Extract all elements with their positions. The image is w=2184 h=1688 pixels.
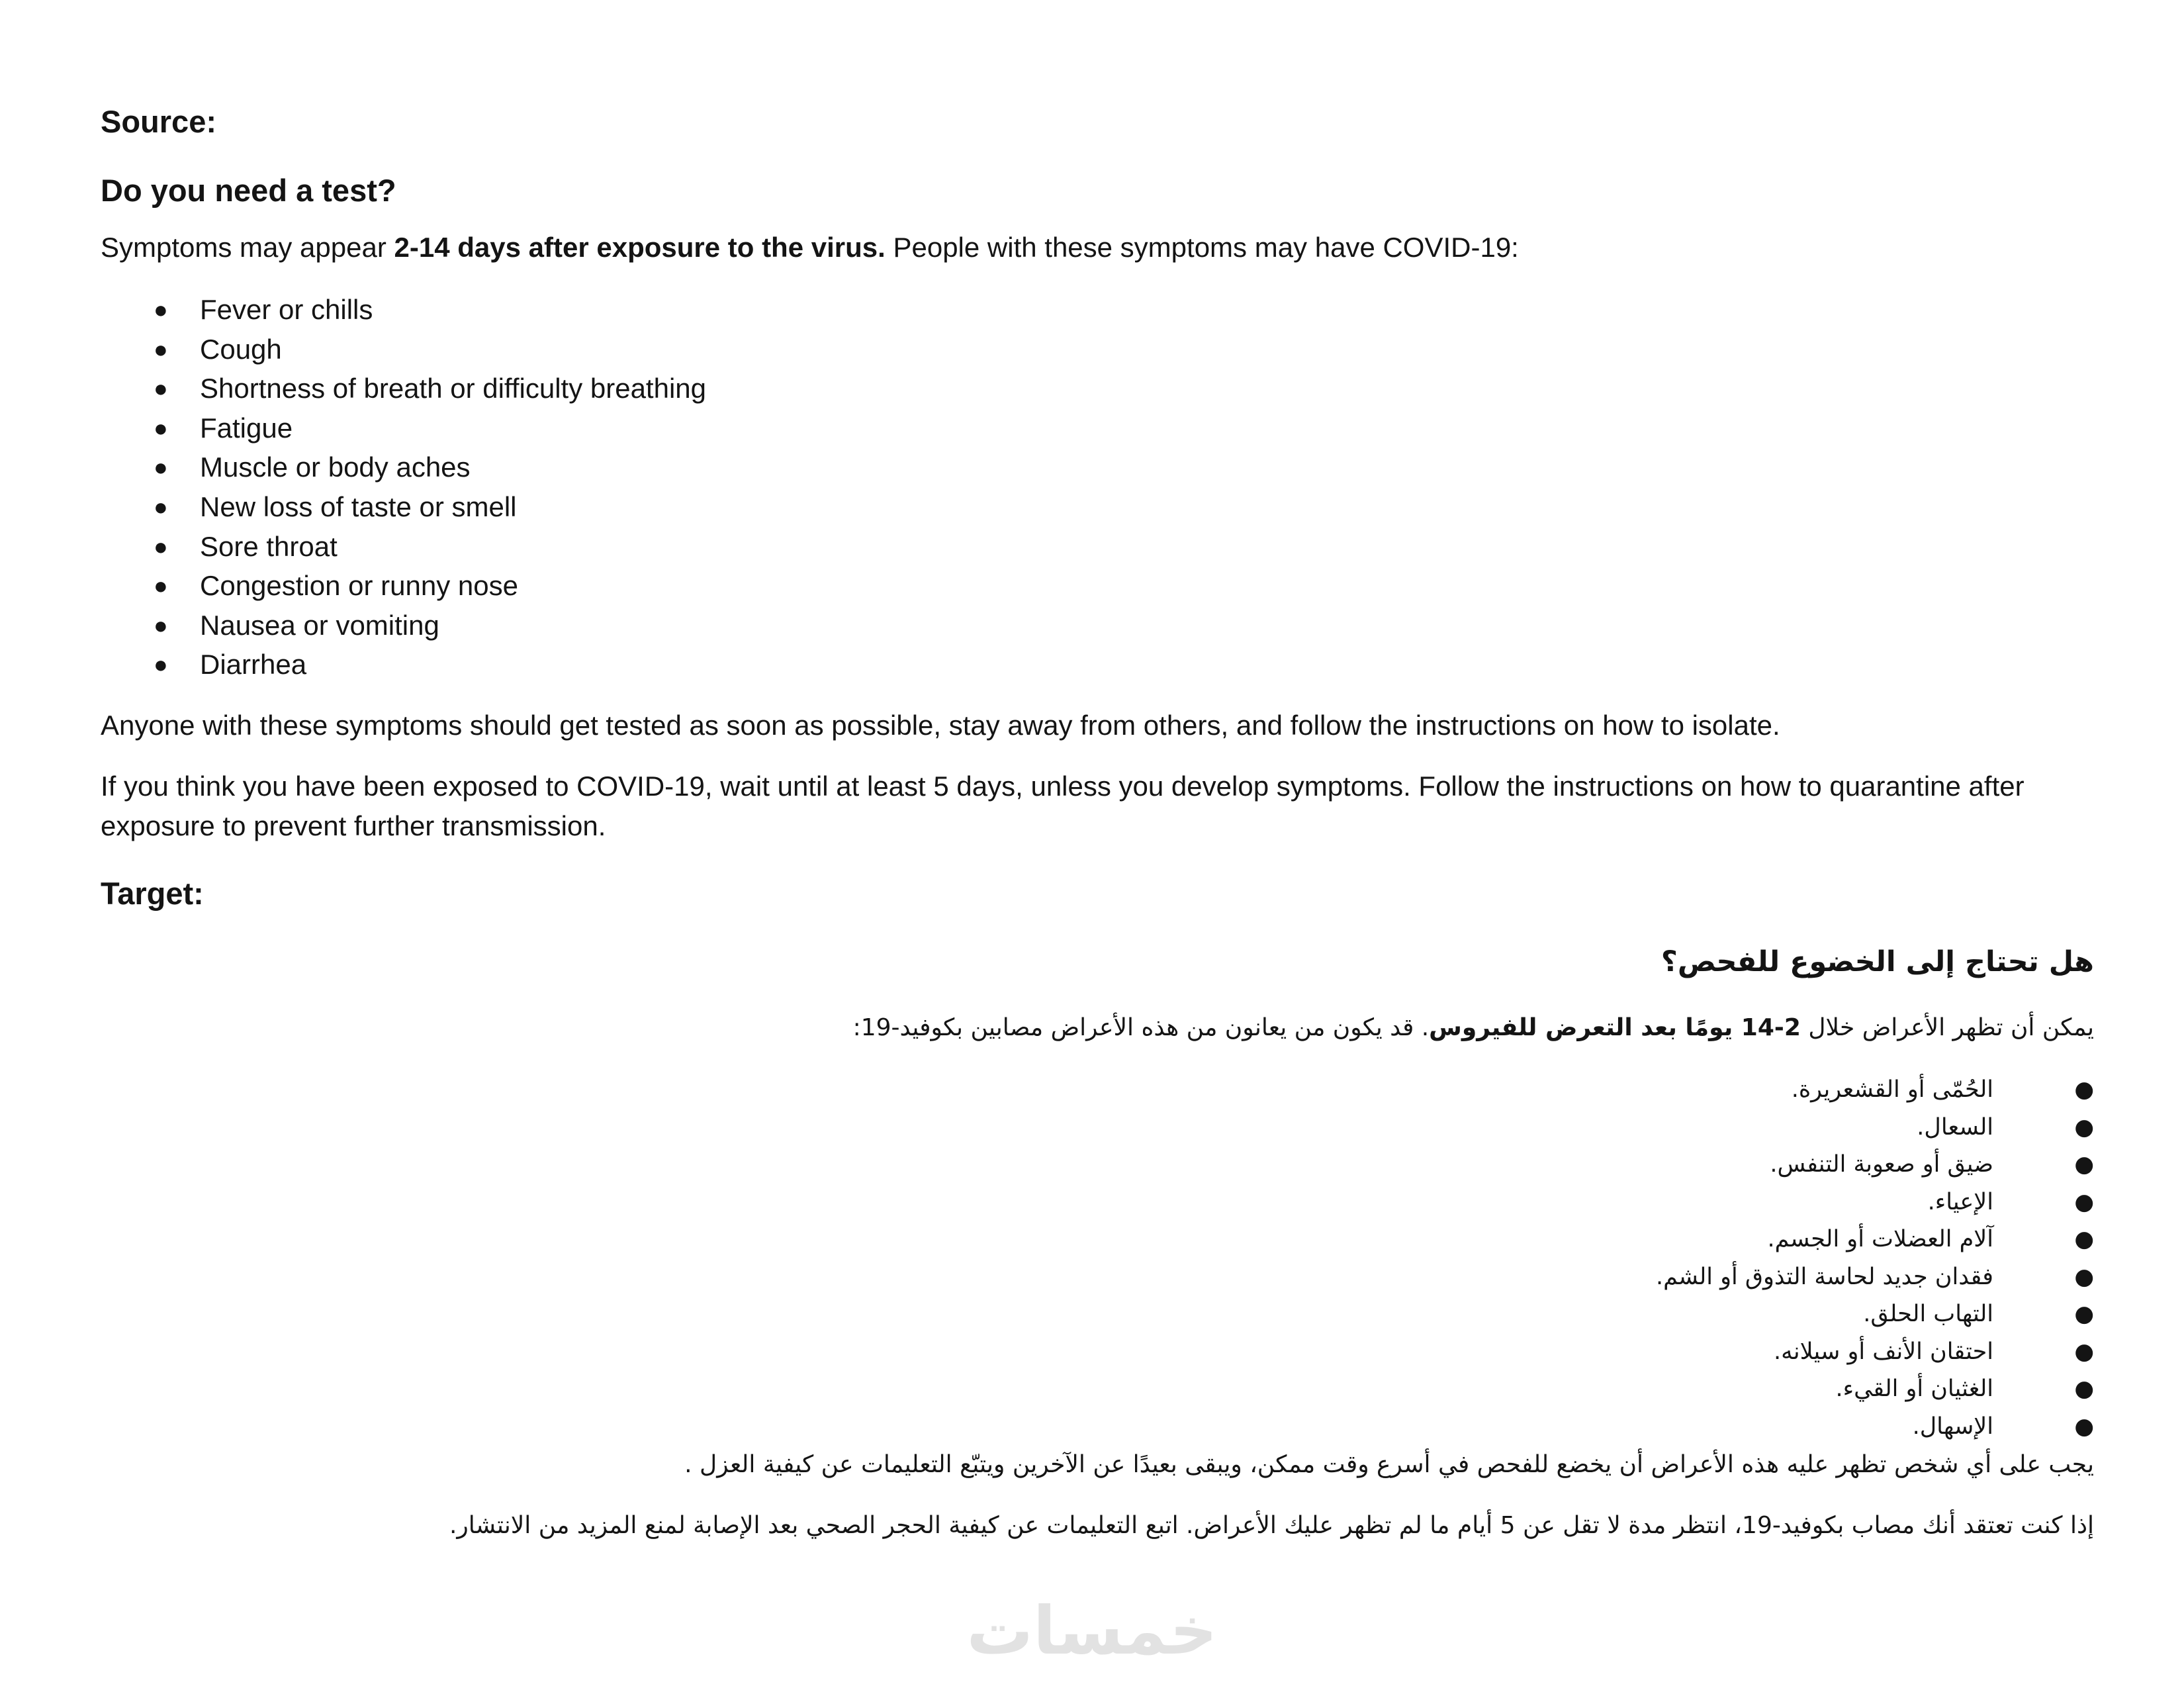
symptom-text: Fever or chills [200, 294, 373, 325]
list-item [1656, 1071, 2094, 1109]
list-item [101, 527, 706, 567]
list-item [101, 606, 706, 645]
target-heading: Target: [101, 876, 204, 911]
en-intro-suffix: People with these symptoms may have COVID-19: [885, 232, 1519, 263]
symptom-text: Nausea or vomiting [200, 609, 439, 641]
ar-intro [853, 1009, 2094, 1047]
list-item [1656, 1258, 2094, 1296]
bullet-icon: ● [154, 453, 168, 481]
list-item [1656, 1295, 2094, 1333]
symptom-text: Cough [200, 333, 282, 365]
symptom-text: الحُمّى أو القشعريرة. [1791, 1076, 1993, 1103]
symptom-text: Fatigue [200, 412, 293, 444]
list-item [101, 369, 706, 408]
list-item [1656, 1109, 2094, 1147]
bullet-icon: ● [2074, 1301, 2094, 1327]
symptom-text: فقدان جديد لحاسة التذوق أو الشم. [1655, 1263, 1993, 1290]
list-item [101, 290, 706, 330]
bullet-icon: ● [2074, 1151, 2094, 1178]
ar-paragraph-isolate: يجب على أي شخص تظهر عليه هذه الأعراض أن يخضع للفحص في أسرع وقت ممكن، ويبقى بعيدًا عن الآخرين ويتبّع التعليمات عن كيفية العزل . [684, 1451, 2094, 1478]
list-item [1656, 1184, 2094, 1221]
bullet-icon: ● [2074, 1376, 2094, 1402]
symptom-text: التهاب الحلق. [1863, 1301, 1993, 1327]
bullet-icon: ● [154, 532, 168, 560]
watermark-logo: خمسات [966, 1592, 1218, 1669]
ar-intro-suffix: . قد يكون من يعانون من هذه الأعراض مصابين بكوفيد-19: [852, 1014, 1430, 1041]
ar-intro-prefix: يمكن أن تظهر الأعراض خلال [1800, 1014, 2094, 1041]
en-paragraph-quarantine: If you think you have been exposed to COVID-19, wait until at least 5 days, unless you develop symptoms. Follow the instructions on how to quarantine after exposure to prevent further transmission. [101, 771, 2025, 841]
bullet-icon: ● [2074, 1226, 2094, 1252]
bullet-icon: ● [154, 572, 168, 600]
list-item [101, 487, 706, 527]
symptom-text: New loss of taste or smell [200, 491, 517, 522]
list-item [101, 330, 706, 369]
list-item [1656, 1221, 2094, 1258]
ar-intro-bold: 2-14 يومًا بعد التعرض للفيروس [1429, 1014, 1801, 1041]
bullet-icon: ● [2074, 1076, 2094, 1103]
bullet-icon: ● [2074, 1188, 2094, 1215]
ar-title: هل تحتاج إلى الخضوع للفحص؟ [1661, 945, 2094, 978]
list-item [101, 566, 706, 606]
bullet-icon: ● [2074, 1113, 2094, 1141]
source-heading: Source: [101, 104, 216, 139]
symptom-text: الإعياء. [1927, 1188, 1993, 1215]
symptom-text: Sore throat [200, 530, 338, 562]
list-item [1656, 1146, 2094, 1184]
list-item [1656, 1333, 2094, 1371]
bullet-icon: ● [154, 492, 168, 520]
list-item [101, 408, 706, 448]
symptom-text: الغثيان أو القيء. [1835, 1376, 1993, 1402]
list-item [101, 447, 706, 487]
bullet-icon: ● [2074, 1338, 2094, 1365]
list-item [1656, 1408, 2094, 1446]
bullet-icon: ● [154, 296, 168, 323]
ar-symptom-list [1656, 1071, 2094, 1445]
en-title: Do you need a test? [101, 173, 396, 208]
symptom-text: احتقان الأنف أو سيلانه. [1773, 1338, 1993, 1365]
list-item [101, 645, 706, 684]
bullet-icon: ● [154, 414, 168, 442]
en-intro-prefix: Symptoms may appear [101, 232, 394, 263]
bullet-icon: ● [2074, 1263, 2094, 1290]
symptom-text: Shortness of breath or difficulty breathing [200, 373, 707, 404]
bullet-icon: ● [154, 651, 168, 679]
symptom-text: الإسهال. [1912, 1413, 1993, 1440]
symptom-text: Diarrhea [200, 649, 307, 680]
en-paragraph-isolate: Anyone with these symptoms should get tested as soon as possible, stay away from others, and follow the instructions on how to isolate. [101, 710, 1780, 741]
symptom-text: آلام العضلات أو الجسم. [1767, 1226, 1993, 1252]
ar-paragraph-quarantine: إذا كنت تعتقد أنك مصاب بكوفيد-19، انتظر مدة لا تقل عن 5 أيام ما لم تظهر عليك الأعراض. اتبع التعليمات عن كيفية الحجر الصحي بعد الإصابة لمنع المزيد من الانتشار. [449, 1512, 2094, 1539]
list-item [1656, 1370, 2094, 1408]
en-symptom-list [101, 290, 706, 684]
en-intro-bold: 2-14 days after exposure to the virus. [394, 232, 886, 263]
symptom-text: السعال. [1917, 1113, 1993, 1141]
symptom-text: Congestion or runny nose [200, 570, 518, 602]
bullet-icon: ● [2074, 1413, 2094, 1440]
en-intro [101, 228, 2113, 267]
symptom-text: ضيق أو صعوبة التنفس. [1770, 1151, 1993, 1178]
symptom-text: Muscle or body aches [200, 451, 471, 483]
bullet-icon: ● [154, 335, 168, 363]
bullet-icon: ● [154, 611, 168, 639]
bullet-icon: ● [154, 375, 168, 402]
